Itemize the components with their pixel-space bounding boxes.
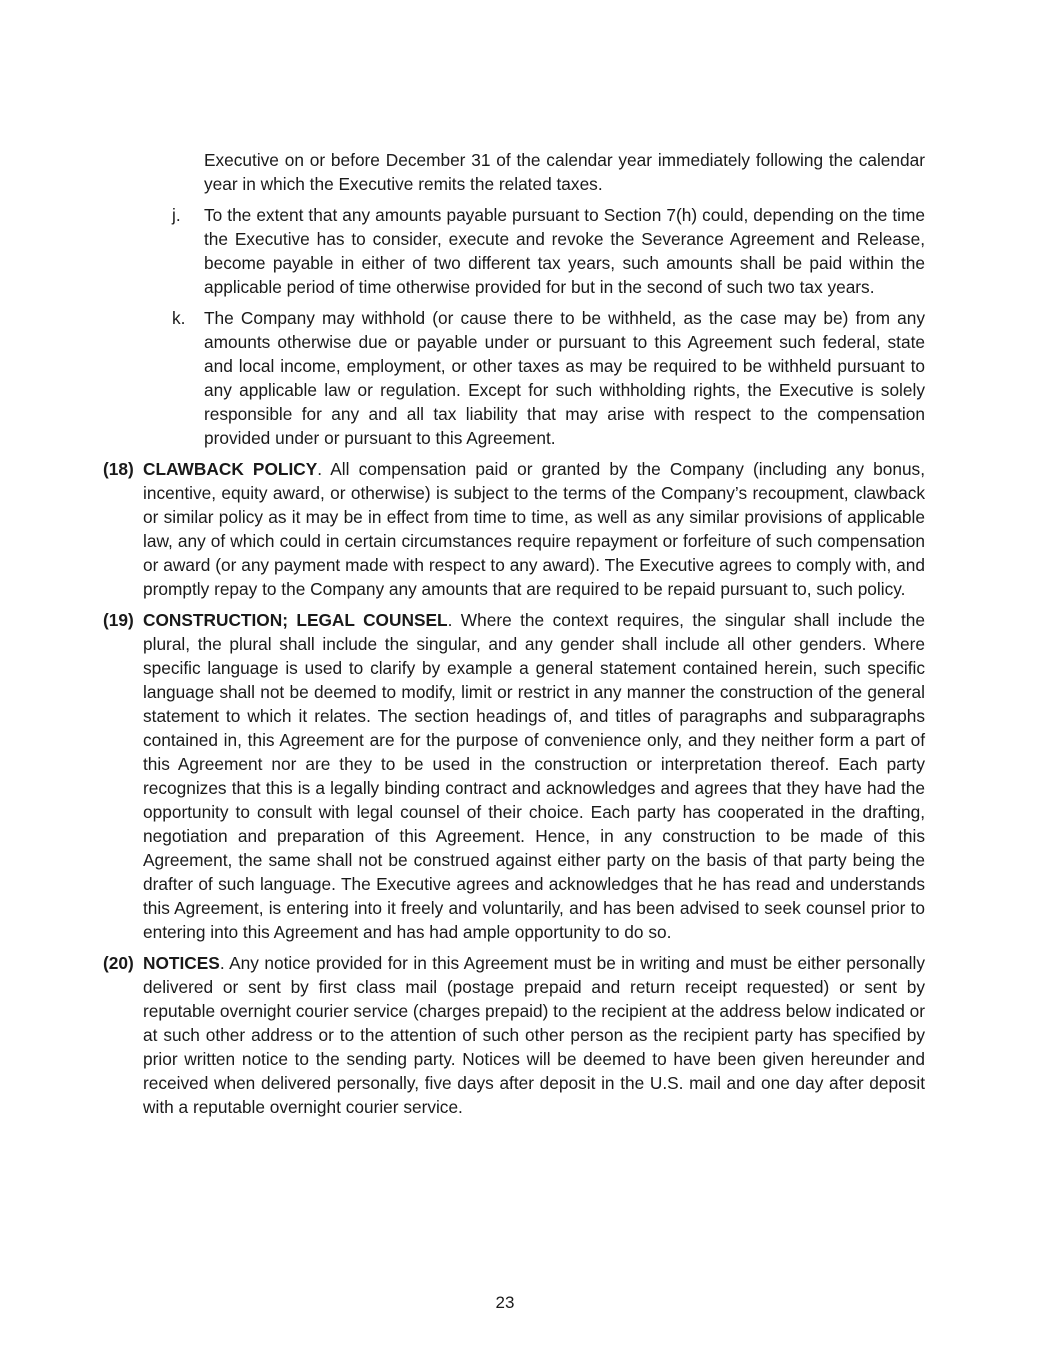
- section-text: . All compensation paid or granted by the Company (including any bonus, incentive, equity award, or otherwise) is subject to the terms of the Company’s recoupment, clawback or similar policy as it may be in effect from time to time, as well as any similar provisions of applicable law, any of which could in certain circumstances require repayment or forfeiture of such compensation or award (or any payment made with respect to any award). The Executive agrees to comply with, and promptly repay to the Company any amounts that are required to be repaid pursuant to, such policy.: [143, 459, 925, 599]
- section-heading: CONSTRUCTION; LEGAL COUNSEL: [143, 610, 448, 630]
- section-18-clawback-policy: [103, 457, 925, 601]
- subitem-text: The Company may withhold (or cause there to be withheld, as the case may be) from any amounts otherwise due or payable under or pursuant to this Agreement such federal, state and local income, employment, or other taxes as may be required to be withheld pursuant to any applicable law or regulation. Except for such withholding rights, the Executive is solely responsible for any and all tax liability that may arise with respect to the compensation provided under or pursuant to this Agreement.: [204, 308, 925, 448]
- section-heading: NOTICES: [143, 953, 220, 973]
- subitem-marker: k.: [172, 308, 186, 328]
- section-heading: CLAWBACK POLICY: [143, 459, 318, 479]
- subitem-text: To the extent that any amounts payable pursuant to Section 7(h) could, depending on the time the Executive has to consider, execute and revoke the Severance Agreement and Release, become payable in either of two different tax years, such amounts shall be paid within the applicable period of time otherwise provided for but in the second of such two tax years.: [204, 205, 925, 297]
- section-number: (20): [103, 953, 134, 973]
- section-20-notices: [103, 951, 925, 1119]
- section-number: (18): [103, 459, 134, 479]
- continuation-paragraph: Executive on or before December 31 of the calendar year immediately following the calendar year in which the Executive remits the related taxes.: [204, 150, 925, 194]
- section-text: . Any notice provided for in this Agreement must be in writing and must be either personally delivered or sent by first class mail (postage prepaid and return receipt requested) or sent by reputable overnight courier service (charges prepaid) to the recipient at the address below indicated or at such other address or to the attention of such other person as the recipient party has specified by prior written notice to the sending party. Notices will be deemed to have been given hereunder and received when delivered personally, five days after deposit in the U.S. mail and one day after deposit with a reputable overnight courier service.: [143, 953, 925, 1117]
- subitem-marker: j.: [172, 205, 181, 225]
- document-body: [103, 148, 925, 1126]
- subitem-k: [103, 306, 925, 450]
- page-number: 23: [495, 1293, 515, 1312]
- subitem-j: [103, 203, 925, 299]
- section-number: (19): [103, 610, 134, 630]
- section-text: . Where the context requires, the singular shall include the plural, the plural shall include the singular, and any gender shall include all other genders. Where specific language is used to clarify by example a general statement contained herein, such specific language shall not be deemed to modify, limit or restrict in any manner the construction of the general statement to which it relates. The section headings of, and titles of paragraphs and subparagraphs contained in, this Agreement are for the purpose of convenience only, and they neither form a part of this Agreement nor are they to be used in the construction or interpretation thereof. Each party recognizes that this is a legally binding contract and acknowledges and agrees that they have had the opportunity to consult with legal counsel of their choice. Each party has cooperated in the drafting, negotiation and preparation of this Agreement. Hence, in any construction to be made of this Agreement, the same shall not be construed against either party on the basis of that party being the drafter of such language. The Executive agrees and acknowledges that he has read and understands this Agreement, is entering into it freely and voluntarily, and has been advised to seek counsel prior to entering into this Agreement and has had ample opportunity to do so.: [143, 610, 925, 942]
- section-19-construction-legal-counsel: [103, 608, 925, 944]
